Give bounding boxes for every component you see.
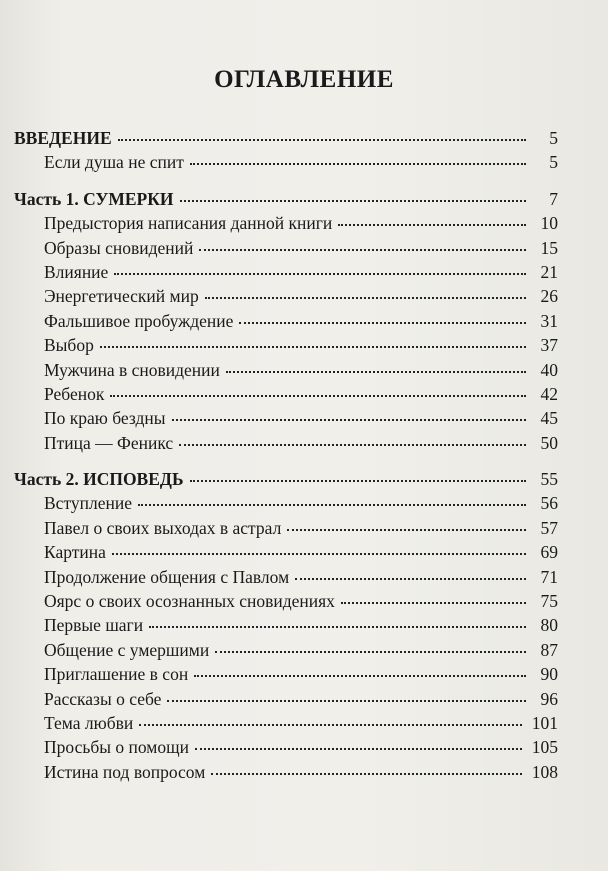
dot-leader [211,772,521,775]
toc-entry [14,516,558,540]
toc-page-number: 101 [531,712,558,733]
toc-entry-title: Общение с умершими [44,639,210,660]
toc-entry-title: Предыстория написания данной книги [44,213,333,234]
dot-leader [199,248,526,251]
toc-entry [14,260,558,284]
toc-entry-title: Первые шаги [44,615,144,636]
toc-entry [14,540,558,564]
dot-leader [190,162,526,165]
dot-leader [110,394,526,397]
dot-leader [239,321,526,324]
toc-page-number: 45 [540,408,558,429]
toc-entry-title: Приглашение в сон [44,664,189,685]
toc-entry-title: Образы сновидений [44,237,194,258]
toc-entry-title: Мужчина в сновидении [44,359,220,380]
toc-page-number: 80 [540,615,558,636]
dot-leader [295,577,526,580]
dot-leader [114,272,526,275]
toc-entry-title: Вступление [44,493,132,514]
toc-page-number: 87 [540,639,558,660]
dot-leader [139,723,522,726]
dot-leader [338,223,526,226]
toc-entry [14,760,558,784]
toc-entry [14,687,558,711]
toc-entry [14,491,558,515]
dot-leader [215,650,526,653]
toc-section-entry [14,187,558,211]
toc-page-number: 42 [540,383,558,404]
toc-entry-title: Оярс о своих осознанных сновидениях [44,591,335,612]
toc-entry-title: Энергетический мир [44,286,199,307]
toc-entry [14,735,558,759]
dot-leader [112,552,526,555]
toc-page-number: 96 [540,688,558,709]
toc-entry-title: Птица — Феникс [44,432,174,453]
toc-section-entry [14,467,558,491]
toc-entry-title: Картина [44,542,106,563]
toc-entry-title: По краю бездны [44,408,166,429]
toc-entry [14,211,558,235]
dot-leader [180,199,526,202]
toc-entry [14,613,558,637]
toc-page-number: 15 [540,237,558,258]
dot-leader [167,699,526,702]
toc-entry-title: Просьбы о помощи [44,737,189,758]
toc-page-number: 75 [540,591,558,612]
toc-entry [14,711,558,735]
dot-leader [172,418,526,421]
toc-entry-title: Тема любви [44,712,134,733]
toc-page-number: 10 [540,213,558,234]
toc-entry [14,565,558,589]
dot-leader [149,625,526,628]
toc-page-number: 31 [540,310,558,331]
toc-entry [14,284,558,308]
toc-entry [14,358,558,382]
toc-page-number: 55 [540,469,558,490]
toc-page-number: 105 [531,737,558,758]
table-of-contents [14,126,558,784]
toc-entry-title: Ребенок [44,383,105,404]
toc-page-number: 50 [540,432,558,453]
toc-page-number: 57 [540,517,558,538]
toc-entry-title: Истина под вопросом [44,761,206,782]
toc-entry [14,309,558,333]
toc-entry-title: Рассказы о себе [44,688,162,709]
dot-leader [205,296,526,299]
dot-leader [195,747,522,750]
toc-entry-title: Павел о своих выходах в астрал [44,517,282,538]
toc-entry-title: Часть 1. СУМЕРКИ [14,188,174,209]
toc-entry [14,150,558,174]
toc-page-number: 71 [540,566,558,587]
toc-entry [14,406,558,430]
dot-leader [100,345,526,348]
dot-leader [226,370,526,373]
dot-leader [179,443,526,446]
toc-page-number: 5 [549,152,558,173]
toc-entry [14,662,558,686]
toc-entry-title: Часть 2. ИСПОВЕДЬ [14,469,184,490]
toc-entry-title: Фальшивое пробуждение [44,310,234,331]
dot-leader [287,528,526,531]
dot-leader [194,674,526,677]
toc-page-number: 7 [549,188,558,209]
toc-entry [14,589,558,613]
toc-entry [14,236,558,260]
toc-entry-title: Продолжение общения с Павлом [44,566,290,587]
toc-page-number: 90 [540,664,558,685]
dot-leader [118,138,526,141]
toc-entry-title: Влияние [44,261,109,282]
toc-section-entry [14,126,558,150]
toc-entry [14,431,558,455]
toc-page-number: 5 [549,128,558,148]
toc-page-number: 56 [540,493,558,514]
toc-page-number: 37 [540,335,558,356]
toc-entry [14,382,558,406]
page-title: ОГЛАВЛЕНИЕ [214,66,394,93]
toc-page-number: 69 [540,542,558,563]
toc-entry [14,333,558,357]
toc-entry-title: Если душа не спит [44,152,184,173]
dot-leader [190,479,526,482]
toc-entry [14,638,558,662]
dot-leader [138,503,526,506]
toc-page-number: 21 [540,261,558,282]
toc-entry-title: ВВЕДЕНИЕ [14,128,112,148]
toc-page-number: 26 [540,286,558,307]
toc-page-number: 40 [540,359,558,380]
toc-page-number: 108 [531,761,558,782]
toc-entry-title: Выбор [44,335,94,356]
dot-leader [341,601,526,604]
